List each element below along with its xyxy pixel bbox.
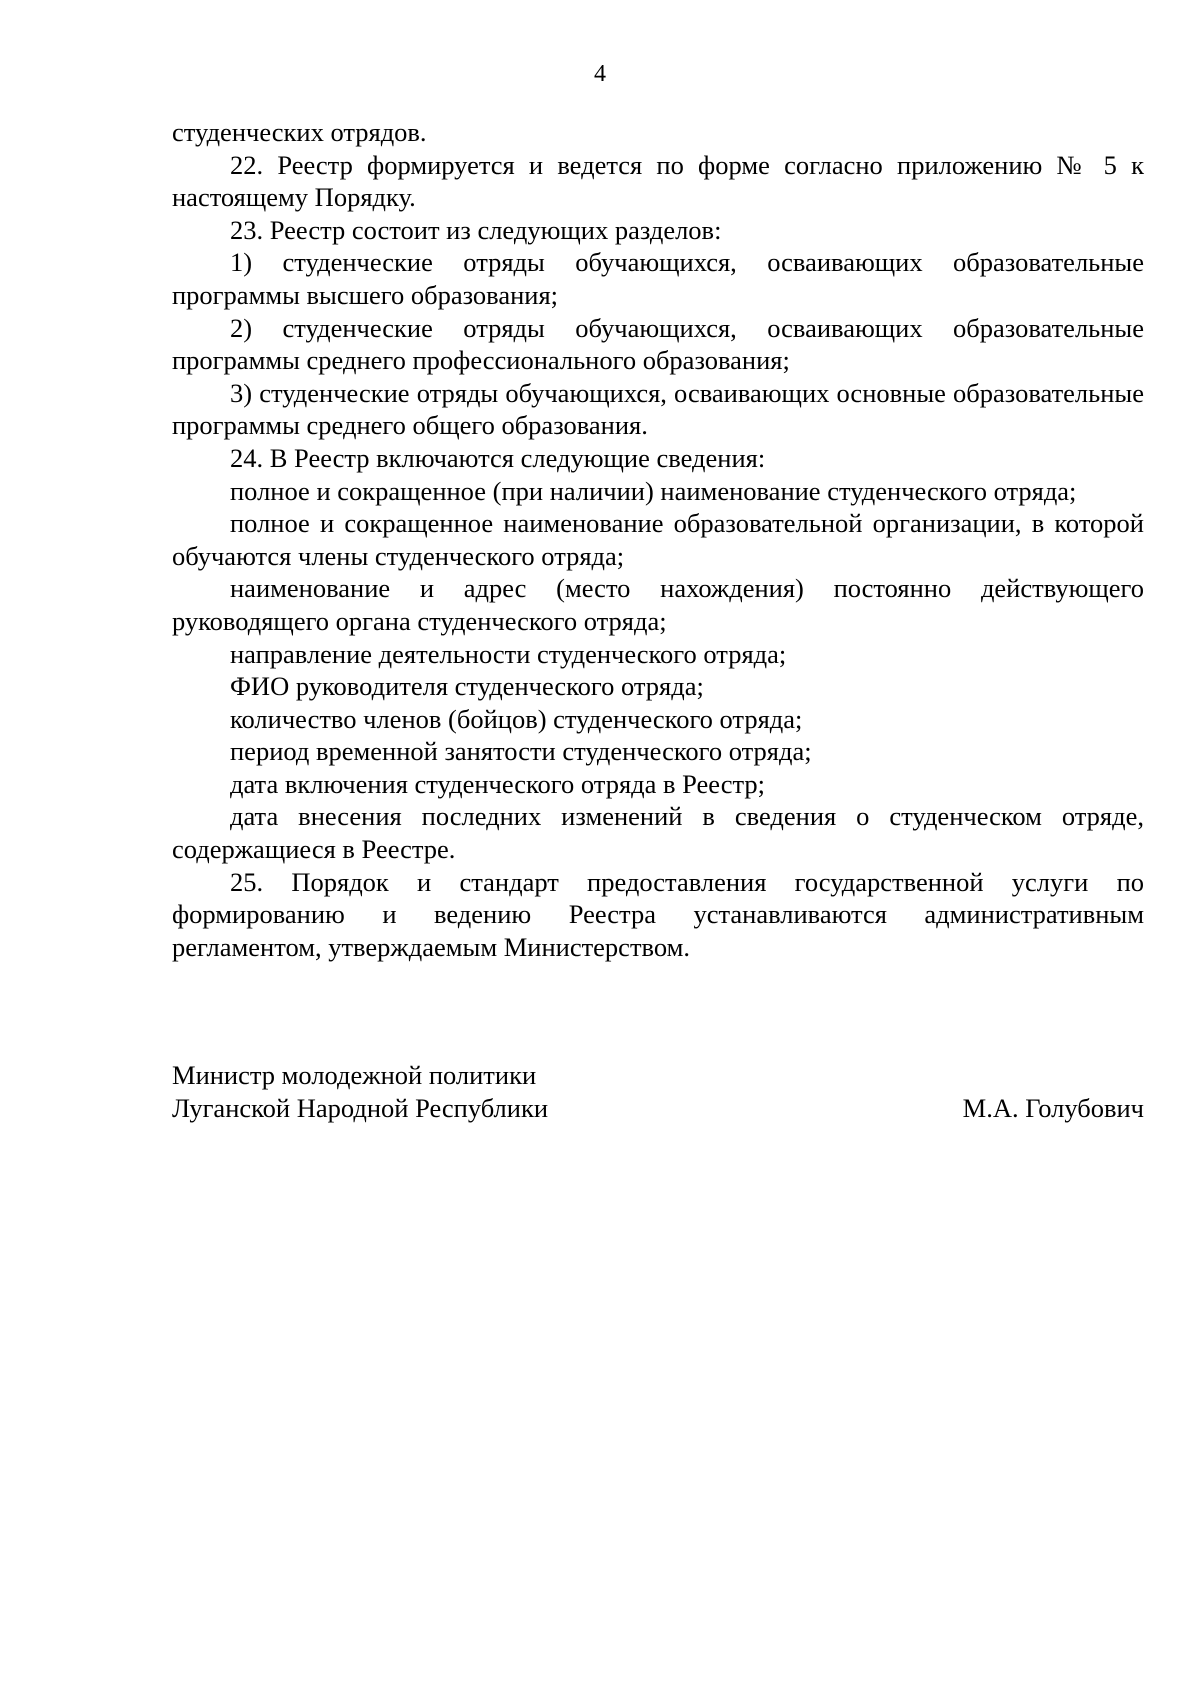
paragraph-item-25: 25. Порядок и стандарт предоставления государственной услуги по формированию и ведению Реестра устанавливаются административным регламентом, утверждаемым Министерством. [172,866,1144,962]
list-item-info-period: период временной занятости студенческого отряда; [230,736,812,767]
paragraph-item-23: 23. Реестр состоит из следующих разделов: [230,214,722,245]
signatory-name: М.А. Голубович [962,1093,1144,1123]
list-item-section-2: 2) студенческие отряды обучающихся, осваивающих образовательные программы среднего профессионального образования; [172,312,1144,376]
list-item-info-leader: ФИО руководителя студенческого отряда; [230,671,704,702]
paragraph-continuation: студенческих отрядов. [172,117,427,147]
list-item-info-members: количество членов (бойцов) студенческого отряда; [230,703,803,734]
list-item-info-inclusion-date: дата включения студенческого отряда в Реестр; [230,768,765,799]
list-item-info-name: полное и сокращенное (при наличии) наименование студенческого отряда; [230,475,1077,506]
signature-row [172,1092,1144,1125]
paragraph-item-22: 22. Реестр формируется и ведется по форме согласно приложению № 5 к настоящему Порядку. [172,149,1144,213]
document-body [172,116,1144,963]
list-item-section-1: 1) студенческие отряды обучающихся, осваивающих образовательные программы высшего образования; [172,247,1144,310]
signature-block [172,1059,1144,1125]
list-item-info-direction: направление деятельности студенческого отряда; [230,638,787,669]
list-item-info-change-date: дата внесения последних изменений в сведения о студенческом отряде, содержащиеся в Реестре. [172,801,1144,865]
paragraph-item-24: 24. В Реестр включаются следующие сведения: [230,442,766,473]
list-item-info-organization: полное и сокращенное наименование образовательной организации, в которой обучаются члены студенческого отряда; [172,508,1144,571]
signatory-position-line1: Министр молодежной политики [172,1060,537,1090]
signatory-position-line2: Луганской Народной Республики [172,1093,549,1123]
list-item-section-3: 3) студенческие отряды обучающихся, осваивающих основные образовательные программы среднего общего образования. [172,377,1144,441]
list-item-info-address: наименование и адрес (место нахождения) постоянно действующего руководящего органа студенческого отряда; [172,573,1144,636]
page-number: 4 [594,61,606,87]
